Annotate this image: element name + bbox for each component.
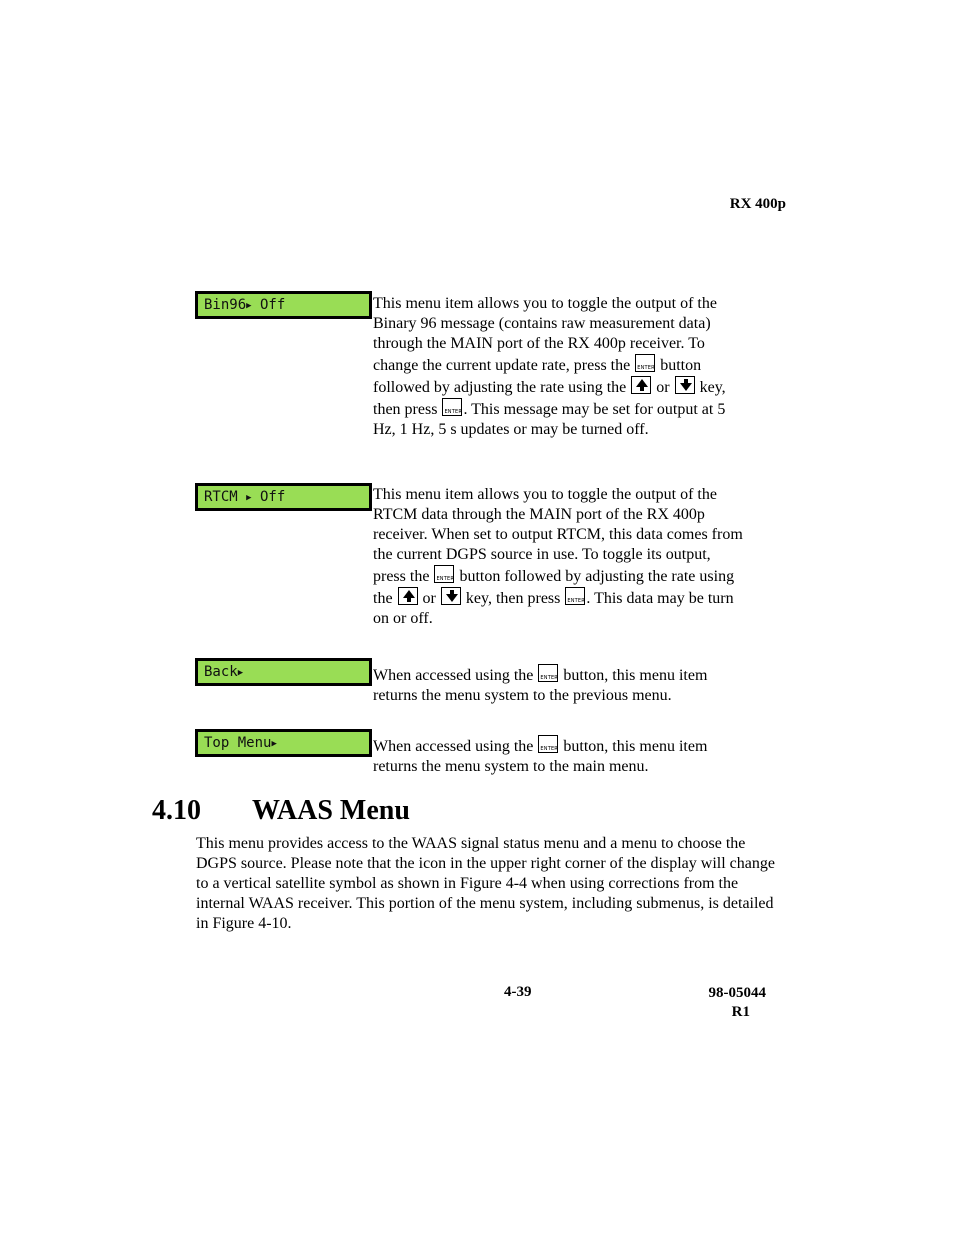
header-product: RX 400p bbox=[729, 196, 786, 212]
desc-text: button followed by adjusting the rate using the bbox=[373, 357, 702, 396]
footer-doc-id bbox=[700, 984, 766, 1022]
footer-page-number: 4-39 bbox=[504, 984, 532, 1000]
desc-text: button, this menu item returns the menu system to the main menu. bbox=[373, 738, 708, 775]
lcd-value: Off bbox=[251, 489, 286, 505]
enter-key-icon bbox=[538, 735, 558, 753]
enter-key-icon bbox=[635, 354, 655, 372]
lcd-label: Top Menu bbox=[204, 735, 272, 751]
doc-number: 98-05044 bbox=[708, 985, 766, 1001]
section-title: WAAS Menu bbox=[252, 795, 410, 826]
rtcm-description bbox=[373, 485, 743, 629]
desc-text: . This data may be turn on or off. bbox=[373, 590, 734, 627]
desc-text: key, then press bbox=[373, 379, 726, 418]
enter-key-icon bbox=[538, 664, 558, 682]
down-arrow-key-icon bbox=[441, 587, 461, 605]
desc-text: This menu item allows you to toggle the output of the Binary 96 message (contains raw measurement data) through the MAIN port of the RX 400p receiver. To change the current update rate, press the bbox=[373, 295, 717, 374]
lcd-value: Off bbox=[251, 297, 286, 313]
enter-key-icon bbox=[565, 587, 585, 605]
lcd-label: Bin96 bbox=[204, 297, 247, 313]
section-number: 4.10 bbox=[152, 795, 201, 826]
section-body: This menu provides access to the WAAS signal status menu and a menu to choose the DGPS source. Please note that the icon in the upper right corner of the display will change to a vertical satellite symbol as shown in Figure 4-4 when using corrections from the internal WAAS receiver. This portion of the menu system, including submenus, is detailed in Figure 4-10. bbox=[196, 835, 775, 932]
lcd-display-top-menu bbox=[195, 729, 372, 757]
enter-key-icon bbox=[442, 398, 462, 416]
lcd-display-back bbox=[195, 658, 372, 686]
up-arrow-key-icon bbox=[398, 587, 418, 605]
lcd-label: RTCM bbox=[204, 489, 247, 505]
lcd-display-rtcm bbox=[195, 483, 372, 511]
desc-text: When accessed using the bbox=[373, 738, 534, 755]
down-arrow-key-icon bbox=[675, 376, 695, 394]
desc-text: . This message may be set for output at 5 Hz, 1 Hz, 5 s updates or may be turned off. bbox=[373, 401, 726, 438]
desc-text: This menu item allows you to toggle the output of the RTCM data through the MAIN port of the RX 400p receiver. When set to output RTCM, this data comes from the current DGPS source in use. To toggle its output, press the bbox=[373, 486, 743, 585]
top-menu-description bbox=[373, 735, 743, 777]
desc-text: button followed by adjusting the rate using the bbox=[373, 568, 735, 607]
bin96-description bbox=[373, 294, 743, 440]
up-arrow-key-icon bbox=[631, 376, 651, 394]
desc-text: key, then press bbox=[465, 590, 561, 607]
lcd-display-bin96 bbox=[195, 291, 372, 319]
desc-text: or bbox=[422, 590, 436, 607]
lcd-label: Back bbox=[204, 664, 238, 680]
right-triangle-icon: ▶ bbox=[271, 739, 277, 749]
enter-key-icon bbox=[434, 565, 454, 583]
desc-text: button, this menu item returns the menu system to the previous menu. bbox=[373, 667, 708, 704]
doc-revision: R1 bbox=[731, 1004, 750, 1020]
right-triangle-icon: ▶ bbox=[246, 301, 252, 311]
desc-text: When accessed using the bbox=[373, 667, 534, 684]
back-description bbox=[373, 664, 743, 706]
right-triangle-icon: ▶ bbox=[237, 668, 244, 678]
right-triangle-icon: ▶ bbox=[246, 493, 252, 503]
desc-text: or bbox=[656, 379, 670, 396]
